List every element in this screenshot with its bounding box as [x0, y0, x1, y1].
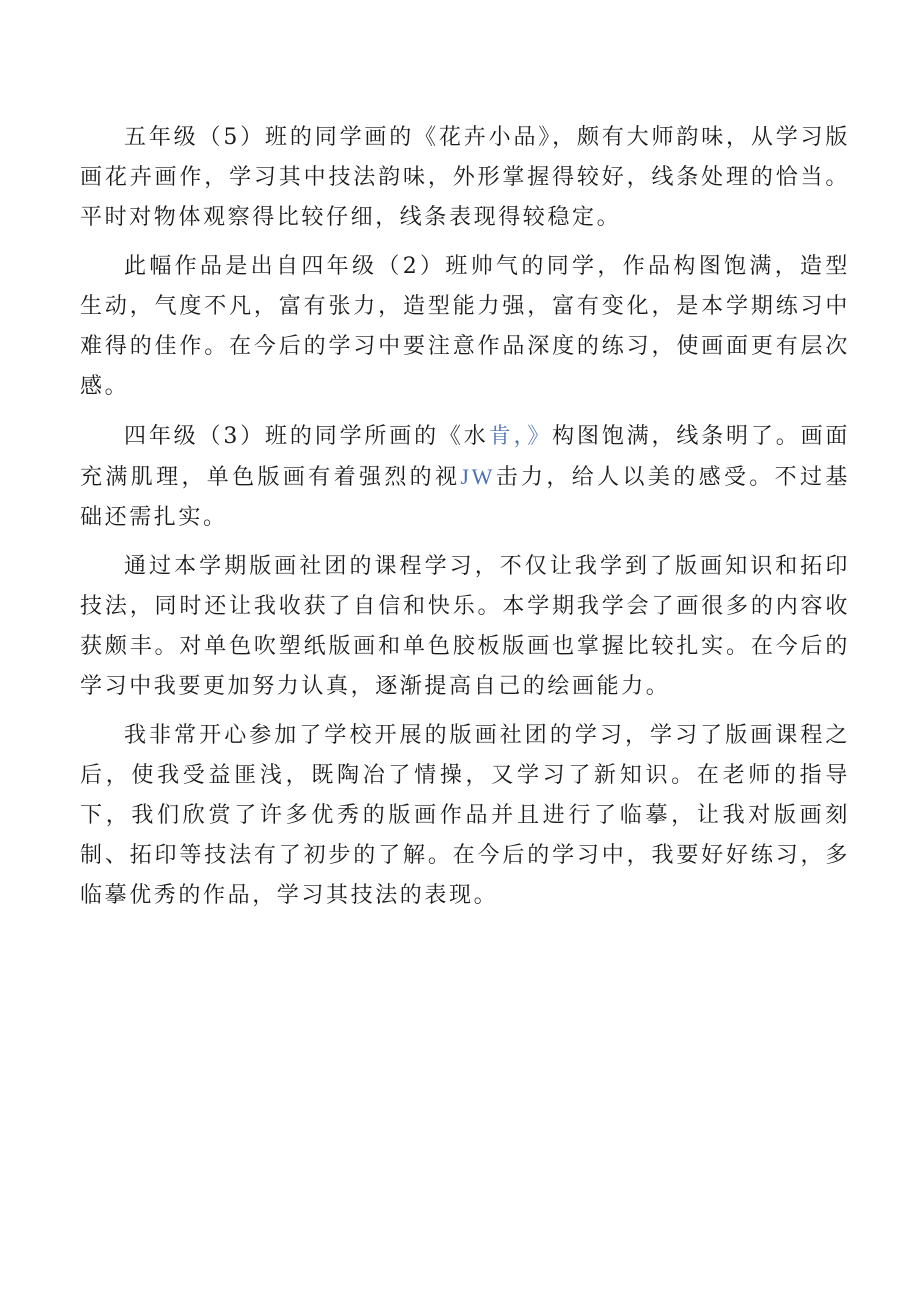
highlighted-text: JW — [460, 464, 495, 489]
paragraph-text-segment: 击力，给人以美的感受。不过基础还需扎实。 — [80, 465, 850, 530]
paragraph-grade4-class2: 此幅作品是出自四年级（2）班帅气的同学，作品构图饱满，造型生动，气度不凡，富有张力，造型能力强，富有变化，是本学期练习中难得的佳作。在今后的学习中要注意作品深度的练习，使画面更有层次感。 — [80, 254, 850, 399]
document-body — [80, 118, 850, 925]
paragraph-text-segment: 构图饱满，线条明了。画面充满肌理，单色版画有着强烈的视 — [80, 424, 851, 490]
paragraph-grade4-class3 — [80, 416, 850, 538]
highlighted-text: 肯，》 — [488, 423, 553, 448]
paragraph-semester-summary: 通过本学期版画社团的课程学习，不仅让我学到了版画知识和拓印技法，同时还让我收获了自信和快乐。本学期我学会了画很多的内容收获颇丰。对单色吹塑纸版画和单色胶板版画也掌握比较扎实。在今后的学习中我要更加努力认真，逐渐提高自己的绘画能力。 — [80, 554, 850, 699]
paragraph-personal-reflection: 我非常开心参加了学校开展的版画社团的学习，学习了版画课程之后，使我受益匪浅，既陶冶了情操，又学习了新知识。在老师的指导下，我们欣赏了许多优秀的版画作品并且进行了临摹，让我对版画刻制、拓印等技法有了初步的了解。在今后的学习中，我要好好练习，多临摹优秀的作品，学习其技法的表现。 — [80, 723, 850, 908]
paragraph-grade5-class5: 五年级（5）班的同学画的《花卉小品》，颇有大师韵味，从学习版画花卉画作，学习其中技法韵味，外形掌握得较好，线条处理的恰当。平时对物体观察得比较仔细，线条表现得较稳定。 — [80, 125, 850, 230]
paragraph-text-segment: 四年级（3）班的同学所画的《水 — [124, 424, 489, 449]
